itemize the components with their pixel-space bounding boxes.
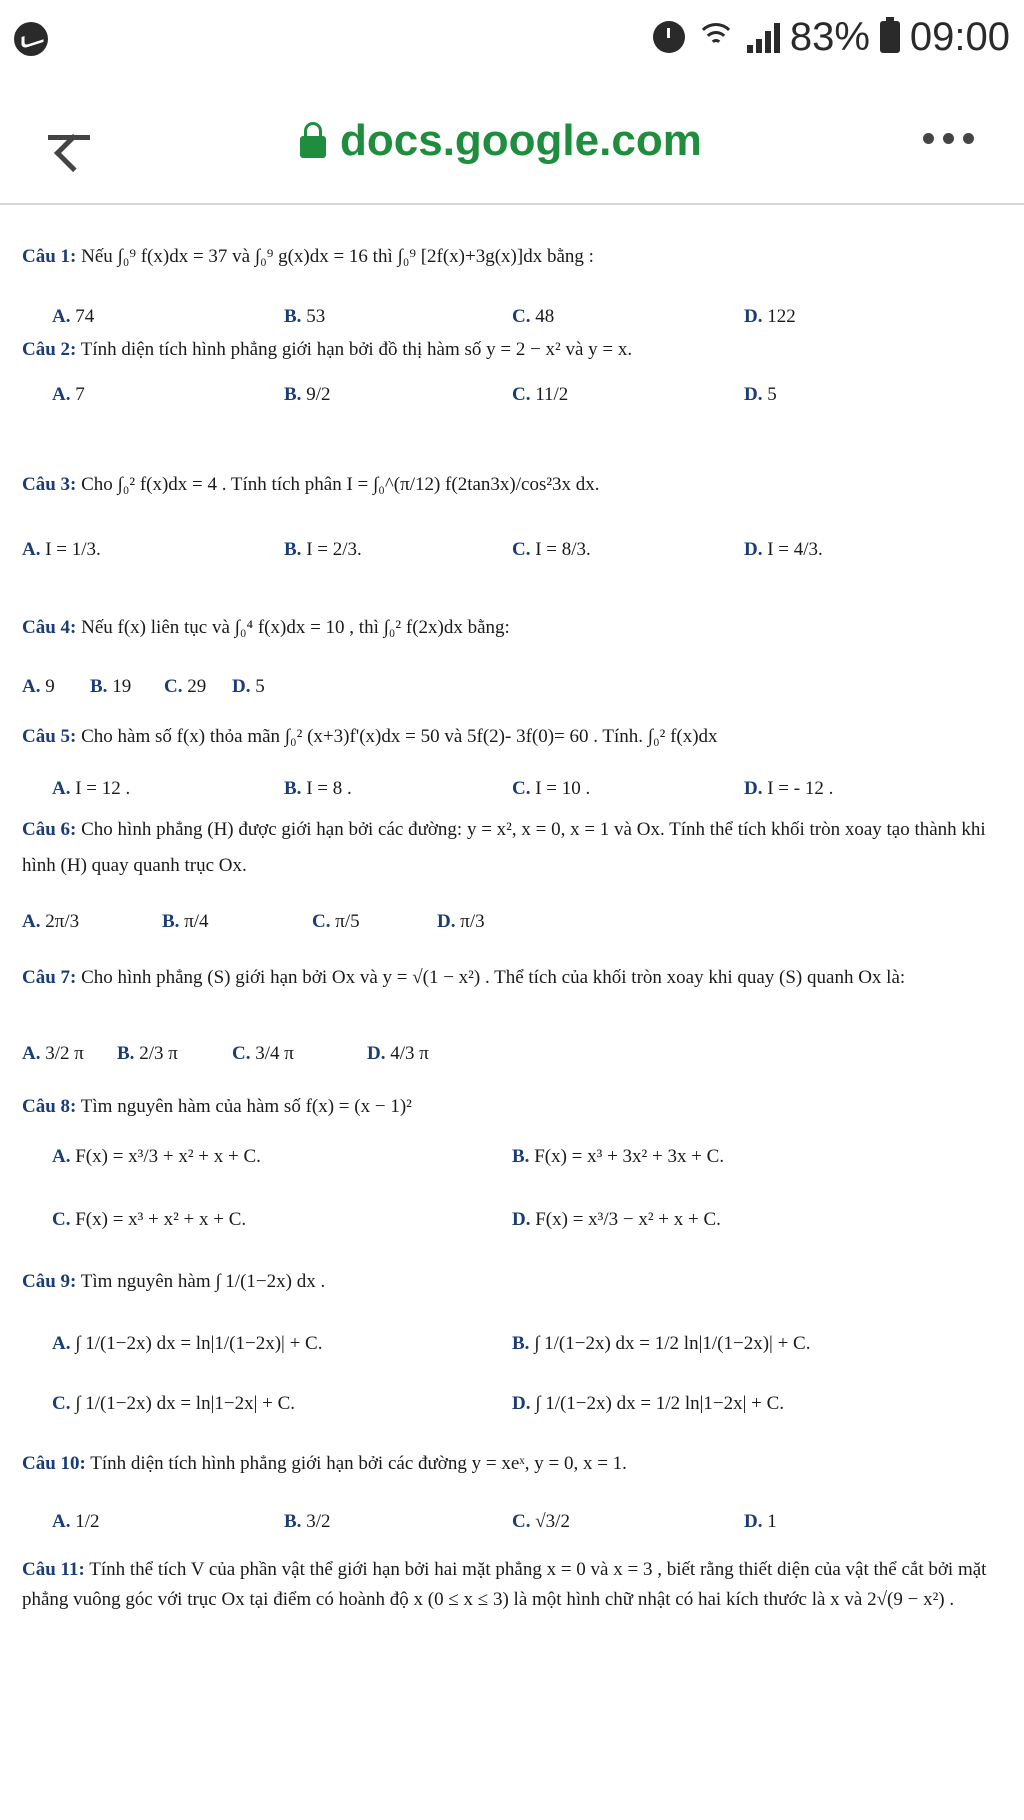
- option-b: B. 3/2: [284, 1511, 331, 1532]
- question-text: Cho hình phẳng (S) giới hạn bởi Ox và y = √(1 − x²) . Thể tích của khối tròn xoay khi quay (S) quanh Ox là:: [81, 967, 906, 988]
- question-text: Tính diện tích hình phẳng giới hạn bởi đồ thị hàm số y = 2 − x² và y = x.: [80, 339, 633, 360]
- question-label: Câu 4:: [22, 617, 77, 638]
- option-a: A. 9: [22, 676, 55, 697]
- question-11: [22, 1555, 1007, 1615]
- battery-percent: 83%: [789, 14, 870, 59]
- option-d: D. 5: [744, 384, 777, 405]
- question-2: [22, 338, 1007, 362]
- question-text: Cho hình phẳng (H) được giới hạn bởi các đường: y = x², x = 0, x = 1 và Ox. Tính thể tích khối tròn xoay tạo thành khi hình (H) quay quanh trục Ox.: [22, 819, 986, 876]
- browser-toolbar: [0, 75, 1024, 205]
- clock: 09:00: [909, 14, 1010, 59]
- option-d: D. ∫ 1/(1−2x) dx = 1/2 ln|1−2x| + C.: [512, 1393, 785, 1414]
- option-c: C. 48: [512, 306, 555, 327]
- question-text: Tìm nguyên hàm của hàm số f(x) = (x − 1)²: [80, 1096, 412, 1117]
- option-b: B. I = 2/3.: [284, 539, 362, 560]
- option-a: A. 2π/3: [22, 911, 80, 932]
- question-text: Cho hàm số f(x) thỏa mãn ∫₀² (x+3)f'(x)dx = 50 và 5f(2)- 3f(0)= 60 . Tính. ∫₀² f(x)dx: [81, 726, 718, 747]
- question-1: [22, 245, 1007, 269]
- option-c: C. 3/4 π: [232, 1043, 294, 1064]
- alarm-icon: [653, 21, 685, 53]
- messenger-icon: [14, 22, 48, 56]
- option-d: D. π/3: [437, 911, 485, 932]
- question-text: Tính thể tích V của phần vật thể giới hạn bởi hai mặt phẳng x = 0 và x = 3 , biết rằng thiết diện của vật thể cắt bởi mặt phẳng vuông góc với trục Ox tại điểm có hoành độ x (0 ≤ x ≤ 3) là một hình chữ nhật có hai kích thước là x và 2√(9 − x²) .: [22, 1559, 987, 1610]
- signal-icon: [747, 21, 780, 53]
- question-label: Câu 2:: [22, 339, 77, 360]
- question-8: [22, 1095, 1007, 1119]
- option-b: B. π/4: [162, 911, 209, 932]
- question-7: [22, 962, 1007, 994]
- option-d: D. 122: [744, 306, 796, 327]
- option-d: D. F(x) = x³/3 − x² + x + C.: [512, 1209, 721, 1230]
- option-c: C. 11/2: [512, 384, 569, 405]
- back-arrow-icon[interactable]: [42, 117, 92, 157]
- question-label: Câu 5:: [22, 726, 77, 747]
- option-a: A. ∫ 1/(1−2x) dx = ln|1/(1−2x)| + C.: [52, 1333, 323, 1354]
- status-icons: [653, 12, 1010, 62]
- option-c: C. I = 10 .: [512, 778, 591, 799]
- question-label: Câu 6:: [22, 819, 77, 840]
- battery-icon: [880, 21, 900, 53]
- option-a: A. I = 12 .: [52, 778, 131, 799]
- question-text: Tính diện tích hình phẳng giới hạn bởi các đường y = xeˣ, y = 0, x = 1.: [90, 1453, 627, 1474]
- question-label: Câu 7:: [22, 967, 77, 988]
- option-c: C. F(x) = x³ + x² + x + C.: [52, 1209, 247, 1230]
- question-9: [22, 1270, 1007, 1294]
- question-6: [22, 812, 1007, 884]
- url-display[interactable]: [300, 111, 702, 171]
- option-d: D. 1: [744, 1511, 777, 1532]
- question-10: [22, 1452, 1007, 1476]
- option-d: D. 4/3 π: [367, 1043, 429, 1064]
- question-text: Nếu f(x) liên tục và ∫₀⁴ f(x)dx = 10 , thì ∫₀² f(2x)dx bằng:: [81, 617, 510, 638]
- option-b: B. 9/2: [284, 384, 331, 405]
- question-label: Câu 10:: [22, 1453, 86, 1474]
- option-a: A. 3/2 π: [22, 1043, 84, 1064]
- option-c: C. 29: [164, 676, 207, 697]
- question-text: Nếu ∫₀⁹ f(x)dx = 37 và ∫₀⁹ g(x)dx = 16 thì ∫₀⁹ [2f(x)+3g(x)]dx bằng :: [81, 246, 594, 267]
- status-bar: [0, 0, 1024, 75]
- wifi-icon: [695, 19, 737, 55]
- option-a: A. I = 1/3.: [22, 539, 101, 560]
- question-text: Cho ∫₀² f(x)dx = 4 . Tính tích phân I = ∫₀^(π/12) f(2tan3x)/cos²3x dx.: [81, 474, 600, 495]
- option-d: D. I = 4/3.: [744, 539, 823, 560]
- option-a: A. 1/2: [52, 1511, 100, 1532]
- question-label: Câu 11:: [22, 1559, 85, 1580]
- option-d: D. I = - 12 .: [744, 778, 834, 799]
- option-a: A. F(x) = x³/3 + x² + x + C.: [52, 1146, 261, 1167]
- option-b: B. I = 8 .: [284, 778, 352, 799]
- option-d: D. 5: [232, 676, 265, 697]
- question-label: Câu 3:: [22, 474, 77, 495]
- option-b: B. F(x) = x³ + 3x² + 3x + C.: [512, 1146, 725, 1167]
- option-b: B. 53: [284, 306, 326, 327]
- question-label: Câu 8:: [22, 1096, 77, 1117]
- option-b: B. ∫ 1/(1−2x) dx = 1/2 ln|1/(1−2x)| + C.: [512, 1333, 811, 1354]
- option-c: C. ∫ 1/(1−2x) dx = ln|1−2x| + C.: [52, 1393, 296, 1414]
- option-c: C. √3/2: [512, 1511, 570, 1532]
- option-a: A. 74: [52, 306, 95, 327]
- option-c: C. I = 8/3.: [512, 539, 591, 560]
- option-b: B. 2/3 π: [117, 1043, 178, 1064]
- url-text: docs.google.com: [340, 116, 702, 165]
- option-a: A. 7: [52, 384, 85, 405]
- question-label: Câu 9:: [22, 1271, 77, 1292]
- question-label: Câu 1:: [22, 246, 77, 267]
- question-4: [22, 616, 1007, 640]
- question-5: [22, 725, 1007, 749]
- question-3: [22, 473, 1007, 497]
- more-options-icon[interactable]: [923, 133, 974, 144]
- lock-icon: [300, 136, 326, 158]
- question-text: Tìm nguyên hàm ∫ 1/(1−2x) dx .: [80, 1271, 326, 1292]
- option-b: B. 19: [90, 676, 132, 697]
- option-c: C. π/5: [312, 911, 360, 932]
